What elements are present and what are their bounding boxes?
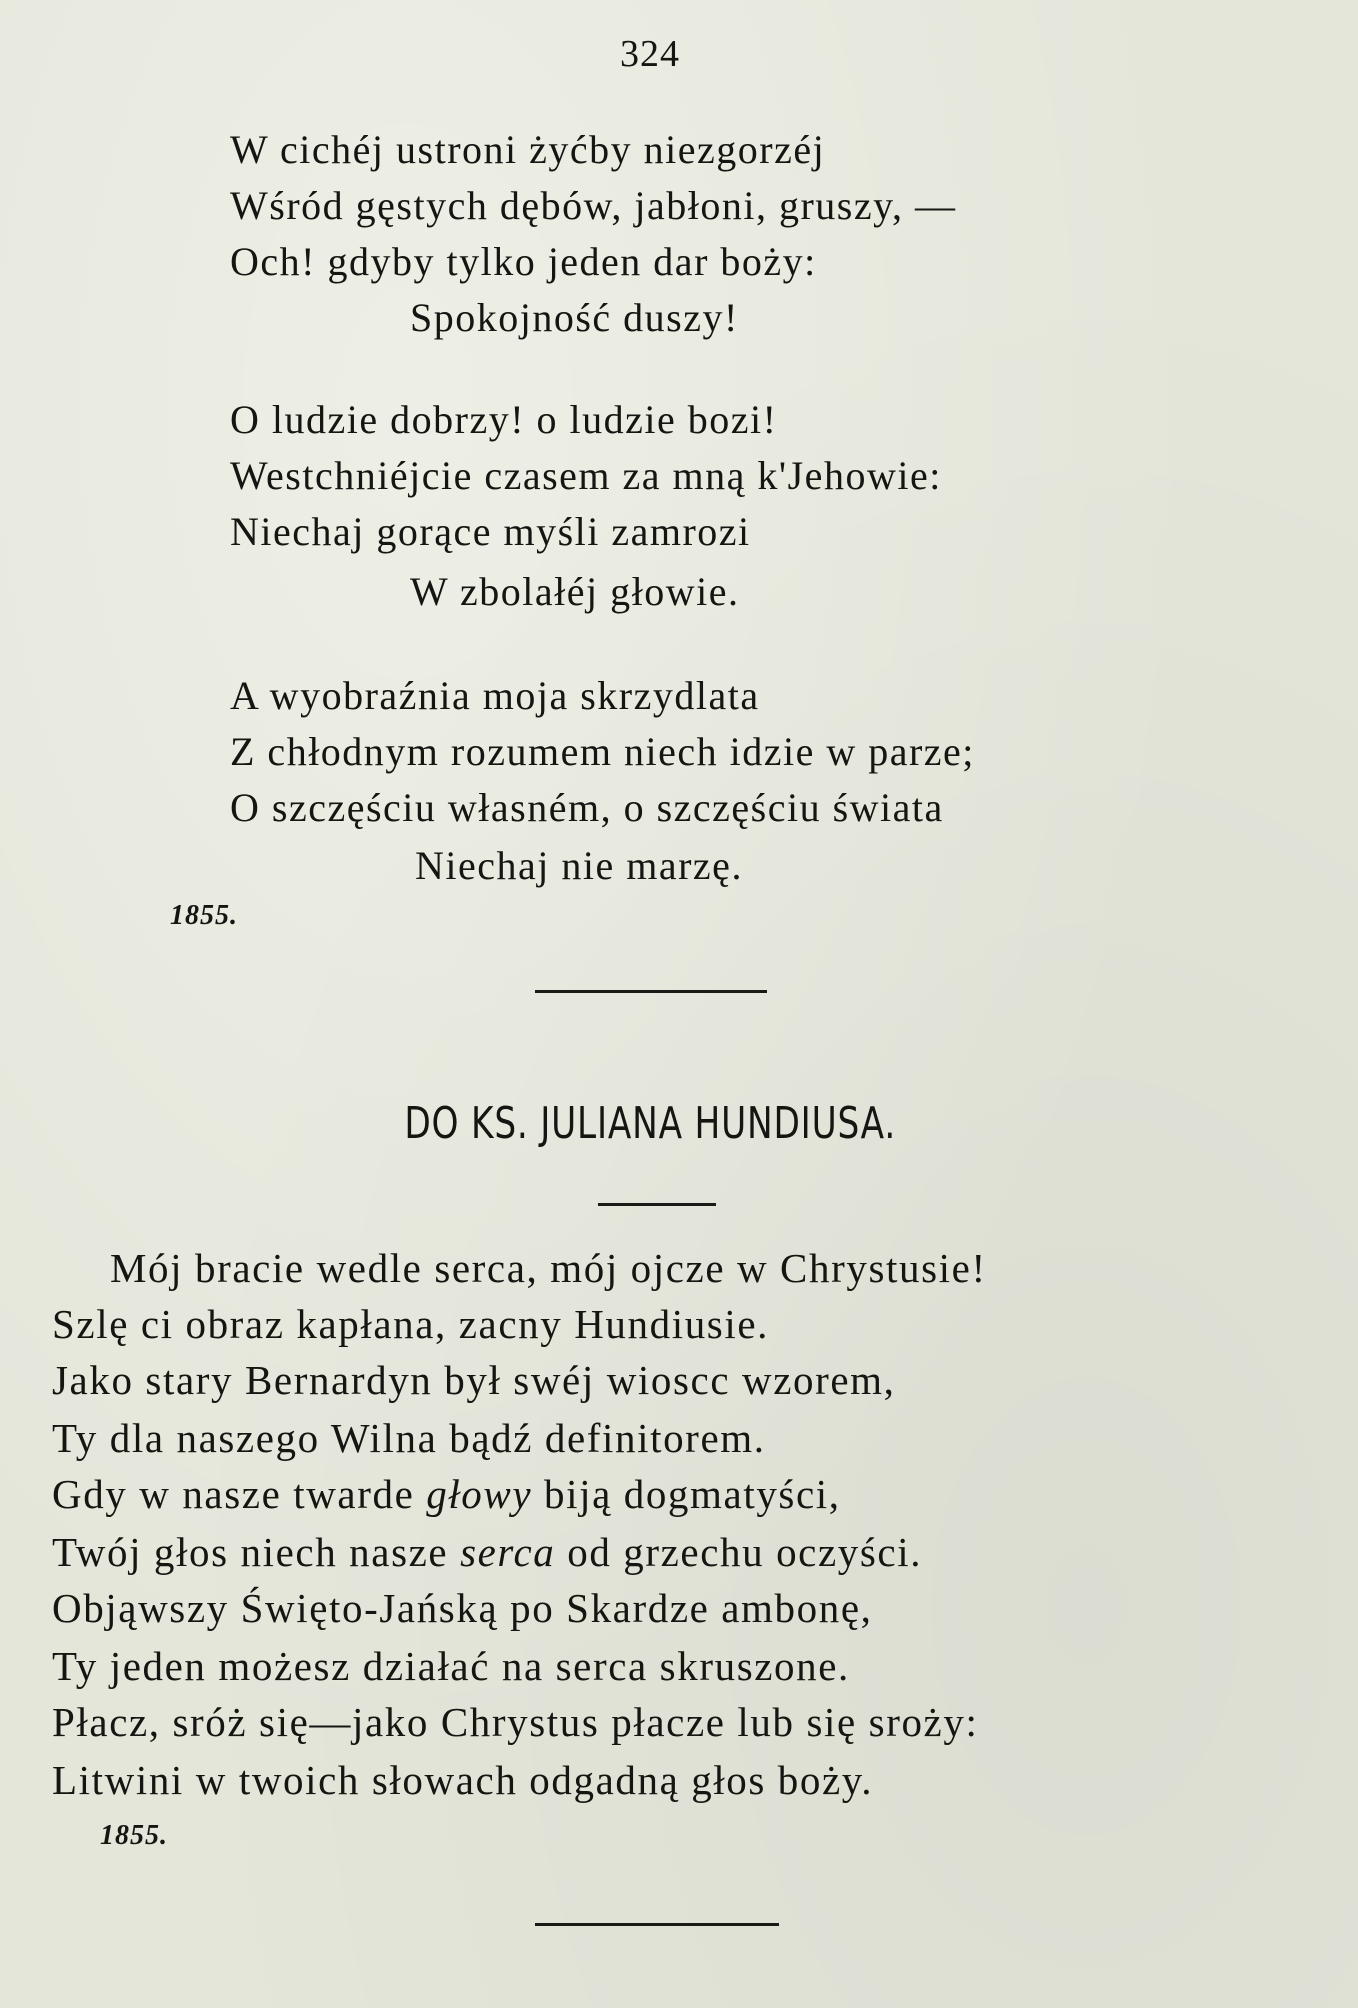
poem-line: O szczęściu własném, o szczęściu świata [230,785,944,830]
poem-line [52,1470,841,1518]
title-rule [598,1203,716,1206]
poem-date: 1855. [170,900,238,931]
poem-line: Płacz, sróż się—jako Chrystus płacze lub się sroży: [52,1699,979,1745]
poem-line: W zbolałéj głowie. [410,569,740,614]
poem-line: W cichéj ustroni żyćby niezgorzéj [230,127,826,172]
poem-line: Szlę ci obraz kapłana, zacny Hundiusie. [52,1301,769,1347]
line-text: od grzechu oczyści. [555,1529,923,1575]
poem-line: Wśród gęstych dębów, jabłoni, gruszy, — [230,183,957,228]
poem-line [52,1528,922,1576]
poem-line: Litwini w twoich słowach odgadną głos boży. [52,1757,874,1803]
poem-title-wrap [0,1098,1300,1149]
emphasis-text: głowy [426,1471,533,1517]
poem-line: Westchniéjcie czasem za mną k'Jehowie: [230,453,942,498]
poem-date: 1855. [100,1820,168,1851]
poem-line: Ty dla naszego Wilna bądź definitorem. [52,1415,766,1461]
poem-line: Niechaj gorące myśli zamrozi [230,509,751,554]
poem-line: Spokojność duszy! [410,295,739,340]
line-text: Twój głos niech nasze [52,1529,461,1575]
poem-line: Ty jeden możesz działać na serca skruszone. [52,1643,850,1689]
section-divider [535,990,767,993]
page-number: 324 [620,33,680,75]
emphasis-text: serca [460,1529,556,1575]
poem-line: Z chłodnym rozumem niech idzie w parze; [230,729,975,774]
line-text: Gdy w nasze twarde [52,1471,427,1517]
poem-line: Mój bracie wedle serca, mój ojcze w Chrystusie! [110,1245,987,1291]
section-divider [535,1923,779,1926]
line-text: biją dogmatyści, [532,1471,841,1517]
poem-line: Objąwszy Święto-Jańską po Skardze ambonę, [52,1585,873,1631]
poem-line: O ludzie dobrzy! o ludzie bozi! [230,397,778,442]
poem-line: Jako stary Bernardyn był swéj wioscc wzorem, [52,1357,896,1403]
poem-title: DO KS. JULIANA HUNDIUSA. [404,1098,896,1149]
poem-line: A wyobraźnia moja skrzydlata [230,673,760,718]
poem-line: Niechaj nie marzę. [415,843,743,888]
poem-line: Och! gdyby tylko jeden dar boży: [230,239,817,284]
